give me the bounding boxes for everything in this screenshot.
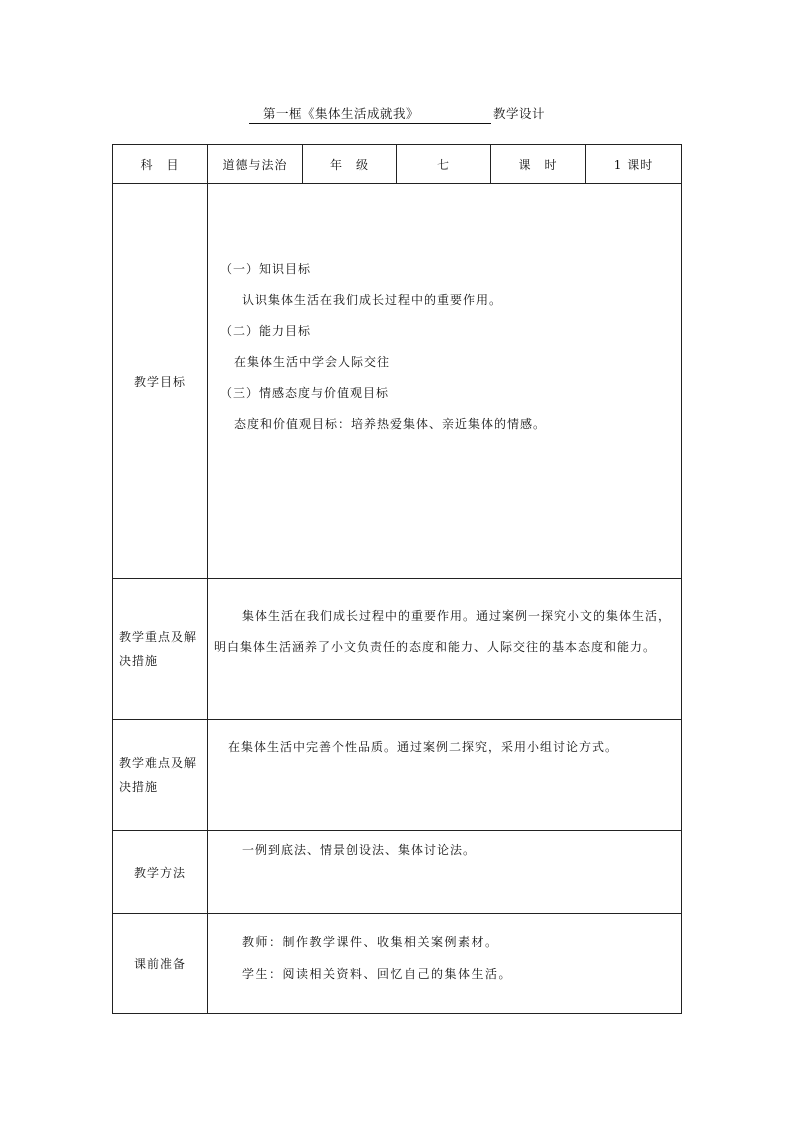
- objective-text: 在集体生活中学会人际交往: [234, 355, 391, 369]
- header-row: [113, 145, 682, 184]
- subject-value: 道德与法治: [208, 145, 303, 184]
- objectives-content: [208, 184, 682, 579]
- key-points-content: [208, 579, 682, 720]
- preparation-row: [113, 914, 682, 1014]
- lesson-plan-table: [112, 144, 682, 1014]
- key-points-label: 教学重点及解决措施: [113, 579, 208, 720]
- subject-label: 科 目: [113, 145, 208, 184]
- preparation-content: [208, 914, 682, 1014]
- difficulties-label: 教学难点及解决措施: [113, 720, 208, 831]
- title-lesson: 第一框《集体生活成就我》: [249, 104, 421, 124]
- key-points-text: 集体生活在我们成长过程中的重要作用。通过案例一探究小文的集体生活，明白集体生活涵养了小文负责任的态度和能力、人际交往的基本态度和能力。: [214, 609, 672, 654]
- preparation-student: 学生：阅读相关资料、回忆自己的集体生活。: [242, 967, 513, 981]
- grade-label: 年 级: [303, 145, 397, 184]
- objective-text: 认识集体生活在我们成长过程中的重要作用。: [242, 293, 503, 307]
- methods-row: [113, 831, 682, 914]
- objective-heading: （三）情感态度与价值观目标: [220, 386, 390, 400]
- difficulties-content: [208, 720, 682, 831]
- difficulties-text: 在集体生活中完善个性品质。通过案例二探究，采用小组讨论方式。: [228, 740, 619, 754]
- objective-heading: （一）知识目标: [220, 262, 312, 276]
- title-suffix: 教学设计: [493, 106, 546, 121]
- hours-label: 课 时: [491, 145, 586, 184]
- methods-label: 教学方法: [113, 831, 208, 914]
- difficulties-row: [113, 720, 682, 831]
- preparation-teacher: 教师：制作教学课件、收集相关案例素材。: [242, 935, 499, 949]
- methods-content: [208, 831, 682, 914]
- grade-value: 七: [397, 145, 491, 184]
- preparation-label: 课前准备: [113, 914, 208, 1014]
- methods-text: 一例到底法、情景创设法、集体讨论法。: [242, 843, 477, 857]
- document-title: [0, 104, 794, 124]
- objectives-label: 教学目标: [113, 184, 208, 579]
- key-points-row: [113, 579, 682, 720]
- objective-text: 态度和价值观目标：培养热爱集体、亲近集体的情感。: [234, 417, 547, 431]
- objectives-row: [113, 184, 682, 579]
- title-blank-line: [421, 109, 491, 124]
- objective-heading: （二）能力目标: [220, 324, 312, 338]
- hours-value: 1 课时: [586, 145, 682, 184]
